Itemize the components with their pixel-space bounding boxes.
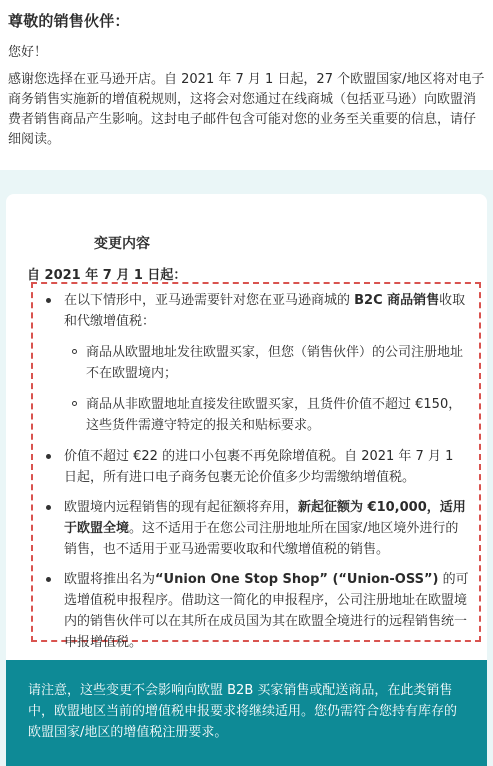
list-item-text: 的可选增值税申报程序。借助这一简化的申报程序，公司注册地址在欧盟境内的销售伙伴可以在其所在成员国为其在欧盟全境进行的远程销售统一申报增值税。 <box>64 572 469 650</box>
list-item-text: 在以下情形中，亚马逊需要针对您在亚马逊商城的 <box>64 293 355 308</box>
list-item-text: 。这不适用于在您公司注册地址所在国家/地区境外进行的销售，也不适用于亚马逊需要收取和代缴增值税的销售。 <box>64 521 459 557</box>
sub-list-item: 商品从欧盟地址发往欧盟买家，但您（销售伙伴）的公司注册地址不在欧盟境内； <box>64 342 470 384</box>
list-item-emphasis: B2C 商品销售 <box>354 293 440 308</box>
changes-list <box>46 290 470 662</box>
sub-list-item: 商品从非欧盟地址直接发往欧盟买家，且货件价值不超过 €150，这些货件需遵守特定的报关和贴标要求。 <box>64 394 470 436</box>
intro-paragraph: 感谢您选择在亚马逊开店。自 2021 年 7 月 1 日起，27 个欧盟国家/地区将对电子商务销售实施新的增值税规则，这将会对您通过在线商城（包括亚马逊）向欧盟消费者销售商品产生影响。这封电子邮件包含可能对您的业务至关重要的信息，请仔细阅读。 <box>8 72 485 147</box>
list-item-text: 欧盟境内远程销售的现有起征额将弃用， <box>64 500 299 515</box>
note-text: 请注意，这些变更不会影响向欧盟 B2B 买家销售或配送商品，在此类销售中，欧盟地区当前的增值税申报要求将继续适用。您仍需符合您持有库存的欧盟国家/地区的增值税注册要求。 <box>28 683 458 740</box>
changes-title: 变更内容 <box>94 236 150 252</box>
b2b-note-banner <box>6 660 487 766</box>
sub-list <box>64 342 470 436</box>
greeting-text: 您好！ <box>8 45 48 60</box>
list-item-union-oss <box>46 569 470 653</box>
list-item-emphasis: 新起征额为 €10,000，适用于欧盟全境 <box>64 500 466 536</box>
list-item-text: 欧盟将推出名为 <box>64 572 156 587</box>
list-item-text: 收取和代缴增值税： <box>64 293 466 329</box>
salutation-heading: 尊敬的销售伙伴： <box>8 12 130 30</box>
effective-date-heading: 自 2021 年 7 月 1 日起： <box>27 268 187 283</box>
list-item-distance-selling <box>46 497 470 560</box>
list-item-b2c-vat <box>46 290 470 436</box>
list-item-emphasis: “Union One Stop Shop” (“Union-OSS”) <box>155 572 439 587</box>
list-item-import-parcels: 价值不超过 €22 的进口小包裹不再免除增值税。自 2021 年 7 月 1 日起，所有进口电子商务包裹无论价值多少均需缴纳增值税。 <box>46 446 470 488</box>
email-intro <box>0 0 493 150</box>
